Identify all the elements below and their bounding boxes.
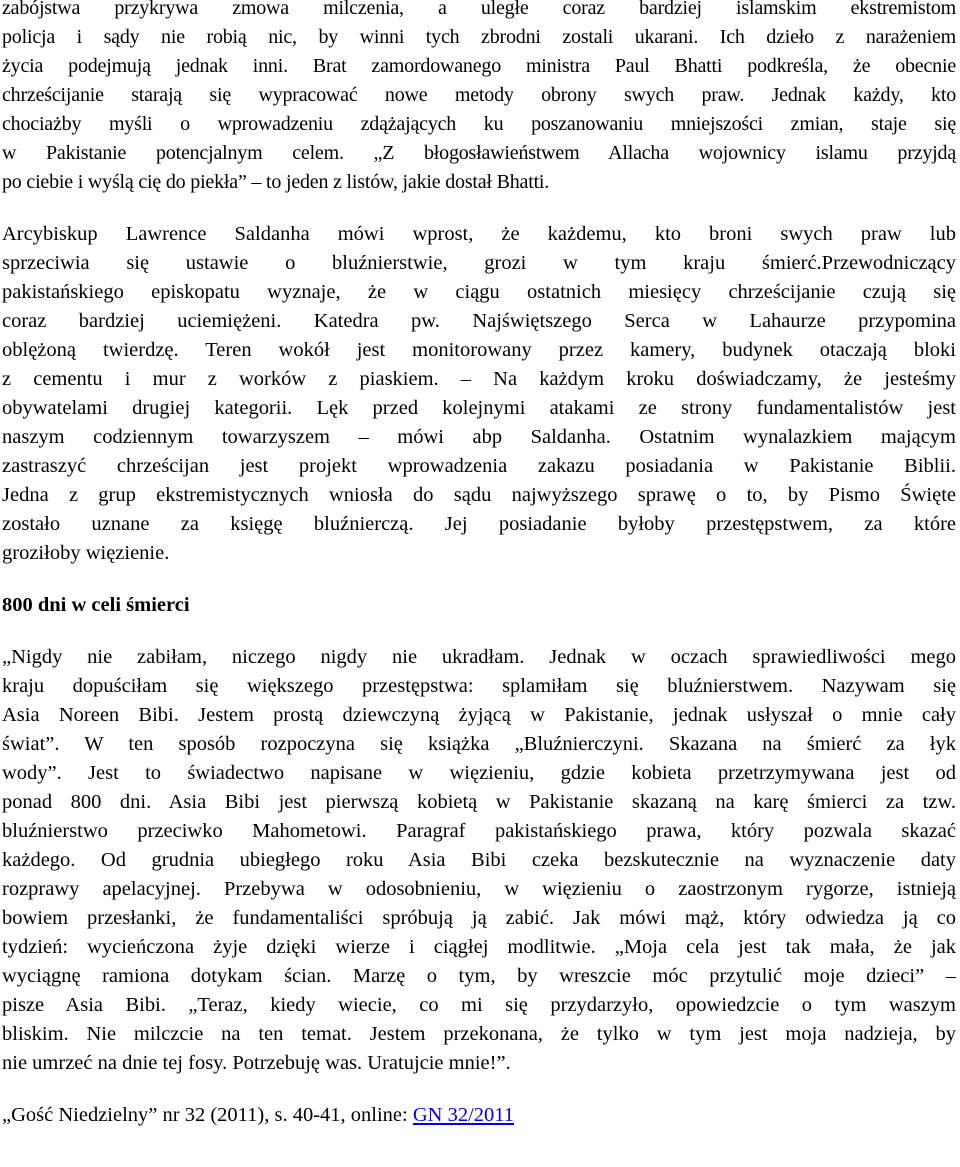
text-line: policja i sądy nie robią nic, by winni tych zbrodni zostali ukarani. Ich dzieło z narażeniem	[2, 26, 956, 48]
text-line: każdego. Od grudnia ubiegłego roku Asia Bibi czeka bezskutecznie na wyznaczenie daty	[2, 849, 956, 871]
text-line: chociażby myśli o wprowadzeniu zdążających ku poszanowaniu mniejszości zmian, staje się	[2, 113, 956, 135]
paragraph-3	[2, 643, 956, 1078]
paragraph-2	[2, 220, 956, 568]
text-line: Arcybiskup Lawrence Saldanha mówi wprost, że każdemu, kto broni swych praw lub	[2, 223, 956, 245]
text-line: Jedna z grup ekstremistycznych wniosła do sądu najwyższego sprawę o to, by Pismo Święte	[2, 484, 956, 506]
source-citation	[2, 1101, 956, 1130]
text-line: zabójstwa przykrywa zmowa milczenia, a uległe coraz bardziej islamskim ekstremistom	[2, 0, 956, 19]
text-line: sprzeciwia się ustawie o bluźnierstwie, grozi w tym kraju śmierć.Przewodniczący	[2, 252, 956, 274]
text-line: zostało uznane za księgę bluźnierczą. Jej posiadanie byłoby przestępstwem, za które	[2, 513, 956, 535]
text-line: Asia Noreen Bibi. Jestem prostą dziewczyną żyjącą w Pakistanie, jednak usłyszał o mnie cały	[2, 704, 956, 726]
text-line: nie umrzeć na dnie tej fosy. Potrzebuję was. Uratujcie mnie!”.	[2, 1052, 511, 1074]
text-line: w Pakistanie potencjalnym celem. „Z błogosławieństwem Allacha wojownicy islamu przyjdą	[2, 142, 956, 164]
text-line: bluźnierstwo przeciwko Mahometowi. Paragraf pakistańskiego prawa, który pozwala skazać	[2, 820, 956, 842]
citation-text: „Gość Niedzielny” nr 32 (2011), s. 40-41, online:	[2, 1104, 413, 1126]
text-line: wyciągnę ramiona dotykam ścian. Marzę o tym, by wreszcie móc przytulić moje dzieci” –	[2, 965, 956, 987]
text-line: pakistańskiego episkopatu wyznaje, że w ciągu ostatnich miesięcy chrześcijanie czują się	[2, 281, 956, 303]
text-line: życia podejmują jednak inni. Brat zamordowanego ministra Paul Bhatti podkreśla, że obecnie	[2, 55, 956, 77]
text-line: zastraszyć chrześcijan jest projekt wprowadzenia zakazu posiadania w Pakistanie Biblii.	[2, 455, 956, 477]
text-line: wody”. Jest to świadectwo napisane w więzieniu, gdzie kobieta przetrzymywana jest od	[2, 762, 956, 784]
text-line: pisze Asia Bibi. „Teraz, kiedy wiecie, co mi się przydarzyło, opowiedzcie o tym waszym	[2, 994, 956, 1016]
text-line: bliskim. Nie milczcie na ten temat. Jestem przekonana, że tylko w tym jest moja nadzieja, by	[2, 1023, 956, 1045]
text-line: chrześcijanie starają się wypracować nowe metody obrony swych praw. Jednak każdy, kto	[2, 84, 956, 106]
text-line: obywatelami drugiej kategorii. Lęk przed kolejnymi atakami ze strony fundamentalistów jest	[2, 397, 956, 419]
text-line: groziłoby więzienie.	[2, 542, 170, 564]
text-line: ponad 800 dni. Asia Bibi jest pierwszą kobietą w Pakistanie skazaną na karę śmierci za tzw.	[2, 791, 956, 813]
text-line: bowiem przesłanki, że fundamentaliści spróbują ją zabić. Jak mówi mąż, który odwiedza ją co	[2, 907, 956, 929]
text-line: oblężoną twierdzę. Teren wokół jest monitorowany przez kamery, budynek otaczają bloki	[2, 339, 956, 361]
text-line: naszym codziennym towarzyszem – mówi abp Saldanha. Ostatnim wynalazkiem mającym	[2, 426, 956, 448]
text-line: tydzień: wycieńczona żyje dzięki wierze i ciągłej modlitwie. „Moja cela jest tak mała, że jak	[2, 936, 956, 958]
text-line: z cementu i mur z worków z piaskiem. – Na każdym kroku doświadczamy, że jesteśmy	[2, 368, 956, 390]
text-line: po ciebie i wyślą cię do piekła” – to jeden z listów, jakie dostał Bhatti.	[2, 171, 550, 193]
text-line: coraz bardziej uciemiężeni. Katedra pw. Najświętszego Serca w Lahaurze przypomina	[2, 310, 956, 332]
text-line: rozprawy apelacyjnej. Przebywa w odosobnieniu, w więzieniu o zaostrzonym rygorze, istnieją	[2, 878, 956, 900]
source-link[interactable]: GN 32/2011	[412, 1104, 515, 1126]
section-heading: 800 dni w celi śmierci	[2, 594, 190, 616]
text-line: kraju dopuściłam się większego przestępstwa: splamiłam się bluźnierstwem. Nazywam się	[2, 675, 956, 697]
citation-line	[2, 1101, 956, 1130]
text-line: „Nigdy nie zabiłam, niczego nigdy nie ukradłam. Jednak w oczach sprawiedliwości mego	[2, 646, 956, 668]
paragraph-1	[2, 0, 956, 197]
text-line: świat”. W ten sposób rozpoczyna się książka „Bluźnierczyni. Skazana na śmierć za łyk	[2, 733, 956, 755]
